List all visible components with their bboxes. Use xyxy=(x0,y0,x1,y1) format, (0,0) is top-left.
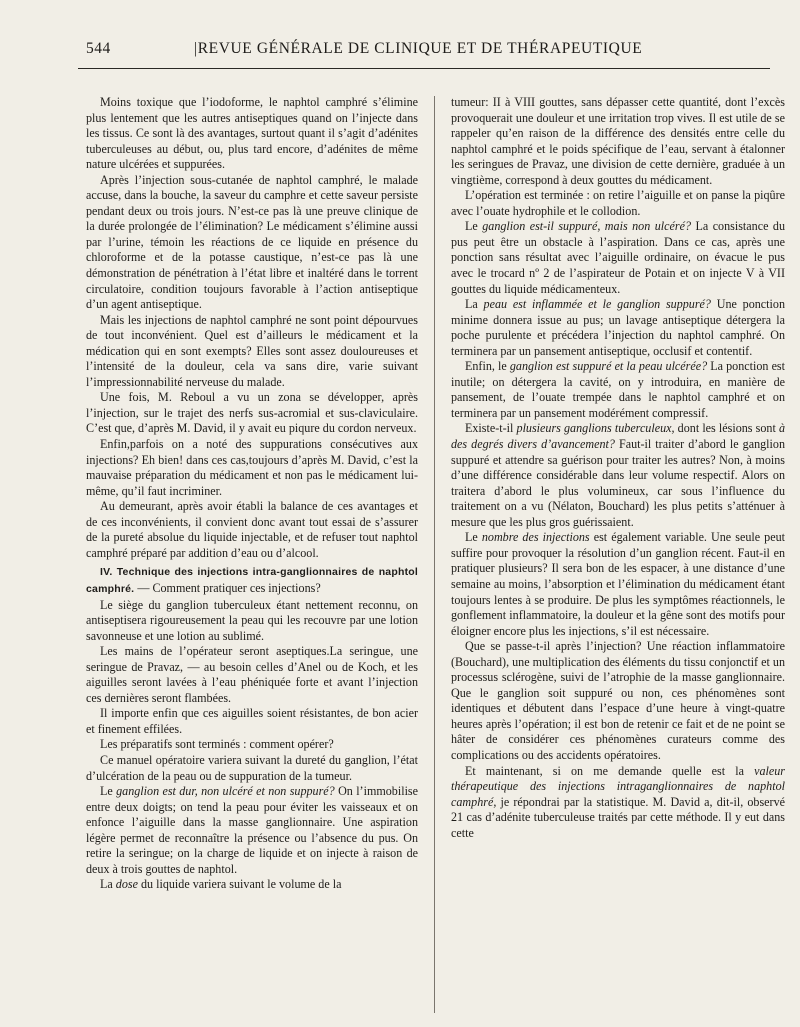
paragraph xyxy=(451,421,785,530)
text-run: Existe-t-il xyxy=(465,421,517,436)
paragraph: Le siège du ganglion tuberculeux étant nettement reconnu, on antiseptisera rigoureusement la peau qui les recouvre par une lotion savonneuse et une lotion au sublimé. xyxy=(86,597,418,643)
emphasis: nombre des injections xyxy=(481,530,590,545)
paragraph: Enfin,parfois on a noté des suppurations consécutives aux injections? Eh bien! dans ces cas,toujours d’après M. David, c’est la mauvaise préparation du médicament et non pas le médicament lui-même, qu’il faut incriminer. xyxy=(86,437,418,498)
text-run: Le xyxy=(465,530,482,545)
column-divider xyxy=(434,96,435,1013)
text-run: La xyxy=(100,877,116,892)
paragraph: Que se passe-t-il après l’injection? Une réaction inflammatoire (Bouchard), une multiplication des éléments du tissu conjonctif et un processus sclérogène, suivi de l’atrophie de la masse ganglionnaire. Que le ganglion soit suppuré ou non, ces phénomènes sont identiques et débutent dans l’espace d’une heure à vingt-quatre heures après l’opération; il est bon de retenir ce fait et de ne point se hâter de considérer ces phénomènes curateurs comme des complications ou des accidents opératoires. xyxy=(451,639,785,762)
paragraph: Il importe enfin que ces aiguilles soient résistantes, de bon acier et finement effilées. xyxy=(86,706,418,736)
text-run: La ponction est inutile; on détergera la cavité, on y introduira, en manière de pansement, de l’ouate trempée dans le naphtol camphré et on terminera par un pansement modérément compressif. xyxy=(451,359,786,420)
right-column xyxy=(451,95,785,841)
paragraph: Moins toxique que l’iodoforme, le naphtol camphré s’élimine plus lentement que les autres antiseptiques quand on l’injecte dans les tissus. Ce sont là des avantages, surtout quant il s’agit d’adénites tuberculeuses au début, ou, plus tard encore, d’adénites de même nature ulcérées et suppurées. xyxy=(86,95,418,172)
text-run: est également variable. Une seule peut suffire pour provoquer la résolution d’un ganglion récent. Faut-il en pratiquer plusieurs? Il sera bon de les espacer, à une distance d’une semaine au moins, l’absorption et l’élimination du médicament étant toujours lentes à se produire. De plus les symptômes réactionnels, le gonflement inflammatoire, la douleur et la gêne sont des motifs pour éloigner encore plus les injections, s’il est nécessaire. xyxy=(451,530,785,638)
paragraph xyxy=(451,297,785,359)
paragraph xyxy=(451,219,785,297)
text-run: Faut-il traiter d’abord le ganglion suppuré et attendre sa guérison pour traiter les autres? Non, à moins d’une différence considérable dans leur volume respectif. Alors on traitera d’abord le plus volumineux, car sous l’influence du traitement on a vu (Nélaton, Bouchard) les plus petits s’atténuer à mesure que les plus gros guérissaient. xyxy=(451,437,785,529)
text-run: Enfin, le xyxy=(465,359,510,374)
text-run: Le xyxy=(465,219,483,234)
text-run: du liquide variera suivant le volume de la xyxy=(137,877,342,892)
emphasis: ganglion est suppuré et la peau ulcérée? xyxy=(509,359,708,374)
text-run: je répondrai par la statistique. M. David a, dit-il, observé 21 cas d’adénite tuberculeuse traités par cette méthode. Il y eut dans cette xyxy=(451,794,785,840)
paragraph xyxy=(86,784,418,877)
emphasis: plusieurs ganglions tuberculeux, xyxy=(516,421,675,436)
text-run: La consistance du pus peut être un obstacle à l’aspiration. Dans ce cas, après une ponction sans résultat avec l’aiguille ordinaire, on évacue le pus avec le trocard nº 2 de l’aspirateur de Potain et on injecte V à VII gouttes du liquide médicamenteux. xyxy=(451,219,785,296)
text-run: Le xyxy=(100,784,117,799)
paragraph: tumeur: II à VIII gouttes, sans dépasser cette quantité, dont l’excès provoquerait une douleur et une irritation trop vives. Il est utile de se rappeler qu’en raison de la différence des densités entre celle du naphtol camphré et le poids spécifique de l’eau, servant à étalonner les seringues de Pravaz, une division de cette dernière, graduée à un vingtième, correspond à deux gouttes du médicament. xyxy=(451,95,785,187)
paragraph: Une fois, M. Reboul a vu un zona se développer, après l’injection, sur le trajet des nerfs sus-acromial et sus-claviculaire. C’est que, d’après M. David, il y avait eu piqure du cordon nerveux. xyxy=(86,390,418,436)
emphasis: à des degrés divers d’avancement? xyxy=(451,421,786,452)
emphasis: peau est inflammée et le ganglion suppuré? xyxy=(483,297,711,312)
paragraph: Mais les injections de naphtol camphré ne sont point dépourvues de tout inconvénient. Quel est d’ailleurs le médicament et la médication qui en sont exempts? Elles sont assez douloureuses et l’intensité de la douleur, cela va sans dire, varie suivant l’impressionnabilité nerveuse du malade. xyxy=(86,312,418,389)
paragraph xyxy=(451,764,785,842)
paragraph xyxy=(451,530,785,639)
text-run: dont les lésions sont xyxy=(674,421,779,436)
emphasis: ganglion est-il suppuré, mais non ulcéré? xyxy=(482,219,691,234)
paragraph xyxy=(86,877,418,893)
running-title: |REVUE GÉNÉRALE DE CLINIQUE ET DE THÉRAPEUTIQUE xyxy=(194,40,643,57)
left-column xyxy=(86,95,418,893)
paragraph: Au demeurant, après avoir établi la balance de ces avantages et de ces inconvénients, il convient donc avant tout essai de s’assurer de la pureté absolue du liquide injectable, et de refuser tout naphtol camphré préparé par addition d’eau ou d’alcool. xyxy=(86,499,418,560)
text-run: On l’immobilise entre deux doigts; on tend la peau pour éviter les vaisseaux et on enfonce l’aiguille dans la masse ganglionnaire. Une aspiration légère permet de reconnaître la présence ou l’absence du pus. On retire la seringue; on la charge de liquide et on injecte à raison de deux à trois gouttes de naphtol. xyxy=(86,784,419,876)
header-rule xyxy=(78,68,770,69)
section-heading: IV. Technique des injections intra-ganglionnaires de naphtol camphré. xyxy=(86,566,418,595)
paragraph: L’opération est terminée : on retire l’aiguille et on panse la piqûre avec l’ouate hydrophile et le collodion. xyxy=(451,188,785,218)
page-header xyxy=(58,34,770,64)
page-number: 544 xyxy=(86,40,111,57)
paragraph: Les préparatifs sont terminés : comment opérer? xyxy=(100,737,334,752)
emphasis: dose xyxy=(115,877,138,892)
section-intro: — Comment pratiquer ces injections? xyxy=(134,580,321,595)
section-paragraph xyxy=(86,564,418,597)
paragraph: Ce manuel opératoire variera suivant la dureté du ganglion, l’état d’ulcération de la peau ou de suppuration de la tumeur. xyxy=(86,752,418,783)
paragraph: Les mains de l’opérateur seront aseptiques.La seringue, une seringue de Pravaz, — au besoin celles d’Anel ou de Koch, et les aiguilles seront lavées à l’eau phéniquée forte et avant l’injection ces dernières seront flambées. xyxy=(86,644,418,705)
text-run: Une ponction minime donnera issue au pus; un lavage antiseptique détergera la poche purulente et précédera l’injection du naphtol camphré. On terminera par un pansement antiseptique, occlusif et contentif. xyxy=(451,297,785,358)
text-run: Et maintenant, si on me demande quelle est la xyxy=(465,763,755,778)
paragraph: Après l’injection sous-cutanée de naphtol camphré, le malade accuse, dans la bouche, la saveur du camphre et cette saveur persiste pendant deux ou trois jours. N’est-ce pas là une preuve clinique de la durée prolongée de l’élimination? Le médicament s’élimine aussi par l’urine, témoin les réactions de ce liquide en présence du chloroforme et de la potasse caustique, n’est-ce pas là une démonstration de pénétration à l’état libre et inaltéré dans le torrent circulatoire, condition toujours favorable à l’action antiseptique d’un agent antiseptique. xyxy=(86,172,418,312)
emphasis: valeur thérapeutique des injections intraganglionnaires de naphtol camphré, xyxy=(451,763,785,809)
emphasis: ganglion est dur, non ulcéré et non suppuré? xyxy=(116,784,335,799)
text-run: La xyxy=(465,297,484,312)
paragraph xyxy=(451,359,785,421)
